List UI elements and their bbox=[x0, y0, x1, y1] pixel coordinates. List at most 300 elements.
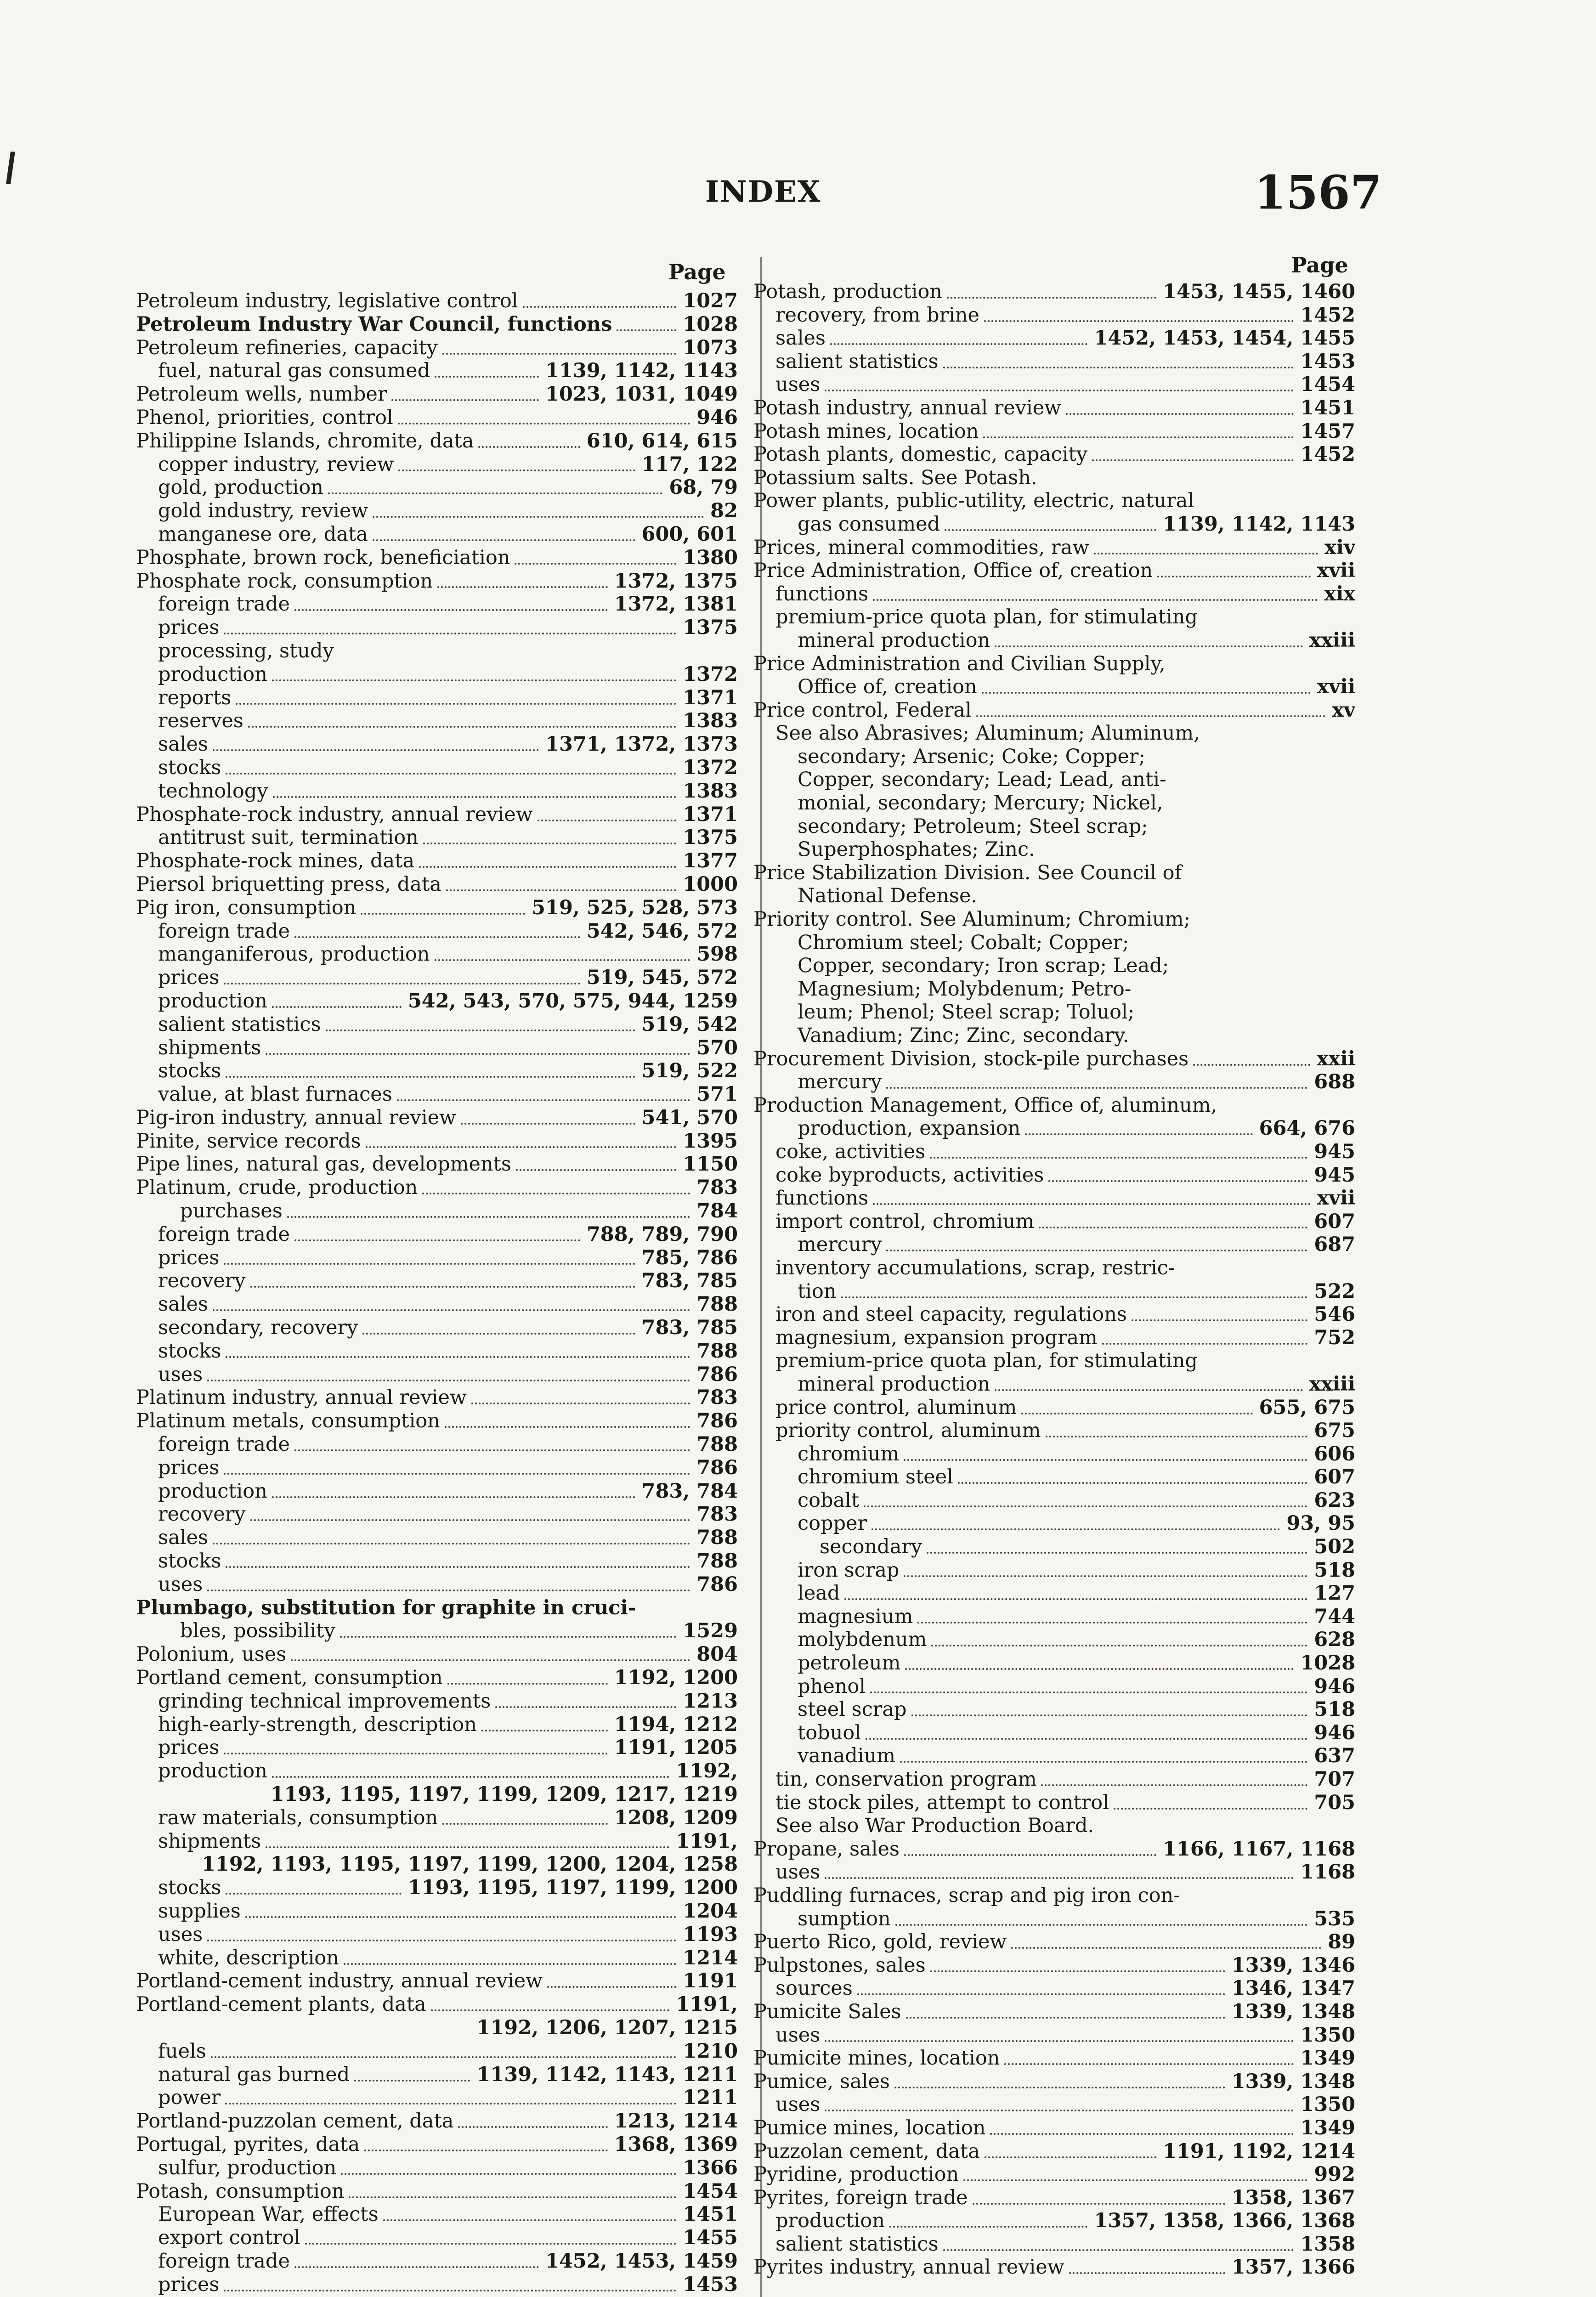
entry-term: Pyridine, production bbox=[753, 2163, 959, 2186]
entry-pages: 1383 bbox=[683, 709, 738, 733]
index-entry bbox=[136, 1736, 738, 1760]
dot-leader bbox=[225, 2103, 676, 2105]
dot-leader bbox=[478, 446, 580, 448]
dot-leader bbox=[341, 2173, 676, 2175]
index-entry bbox=[136, 896, 738, 920]
entry-term: high-early-strength, description bbox=[158, 1713, 477, 1736]
dot-leader bbox=[1025, 1133, 1252, 1135]
entry-pages: 600, 601 bbox=[641, 522, 738, 546]
index-entry bbox=[753, 1744, 1355, 1768]
index-entry bbox=[136, 639, 738, 663]
dot-leader bbox=[984, 320, 1294, 322]
dot-leader bbox=[872, 1528, 1280, 1530]
dot-leader bbox=[538, 820, 677, 821]
index-entry bbox=[753, 327, 1355, 350]
entry-pages: 1357, 1366 bbox=[1231, 2256, 1355, 2279]
entry-term: Potassium salts. See Potash. bbox=[753, 466, 1037, 489]
entry-term: foreign trade bbox=[158, 1222, 290, 1246]
dot-leader bbox=[226, 773, 676, 775]
index-entry bbox=[753, 768, 1355, 792]
dot-leader bbox=[943, 2249, 1294, 2251]
entry-pages: xix bbox=[1324, 582, 1355, 605]
dot-leader bbox=[435, 376, 539, 378]
entry-term: salient statistics bbox=[775, 2232, 939, 2256]
dot-leader bbox=[1048, 1180, 1307, 1182]
entry-term: recovery, from brine bbox=[775, 303, 979, 327]
entry-pages: 1168 bbox=[1300, 1861, 1355, 1884]
entry-term: European War, effects bbox=[158, 2203, 379, 2226]
index-entry bbox=[136, 593, 738, 616]
entry-term: fuel, natural gas consumed bbox=[158, 359, 430, 383]
entry-pages: 788, 789, 790 bbox=[586, 1222, 738, 1246]
entry-pages: 570 bbox=[696, 1036, 738, 1059]
index-entry bbox=[753, 1024, 1355, 1047]
entry-pages: 1453, 1455, 1460 bbox=[1163, 280, 1355, 303]
index-entry bbox=[753, 2116, 1355, 2140]
dot-leader bbox=[1011, 1947, 1321, 1949]
dot-leader bbox=[904, 1854, 1156, 1856]
dot-leader bbox=[442, 353, 677, 355]
entry-term: Piersol briquetting press, data bbox=[136, 872, 441, 896]
entry-pages: 788 bbox=[696, 1526, 738, 1550]
dot-leader bbox=[266, 1846, 669, 1848]
dot-leader bbox=[1092, 459, 1294, 461]
index-entry bbox=[136, 1456, 738, 1480]
index-entry bbox=[753, 1535, 1355, 1559]
entry-term: prices bbox=[158, 1736, 220, 1760]
entry-term: stocks bbox=[158, 1550, 221, 1573]
entry-pages: 68, 79 bbox=[669, 476, 738, 499]
index-entry bbox=[753, 1396, 1355, 1420]
index-entry bbox=[136, 2180, 738, 2203]
index-entry bbox=[753, 2093, 1355, 2116]
entry-pages: 1366 bbox=[683, 2156, 738, 2179]
entry-pages: 1214 bbox=[683, 1946, 738, 1969]
dot-leader bbox=[446, 889, 676, 891]
dot-leader bbox=[947, 297, 1156, 299]
index-entry bbox=[136, 709, 738, 733]
dot-leader bbox=[224, 633, 676, 634]
dot-leader bbox=[213, 749, 539, 751]
dot-leader bbox=[398, 423, 690, 424]
entry-term: steel scrap bbox=[798, 1698, 907, 1721]
dot-leader bbox=[294, 1239, 580, 1241]
entry-term: Polonium, uses bbox=[136, 1643, 287, 1666]
entry-term: white, description bbox=[158, 1946, 339, 1969]
index-entry bbox=[136, 1130, 738, 1153]
dot-leader bbox=[963, 2179, 1307, 2181]
index-entry bbox=[753, 1326, 1355, 1350]
index-entry bbox=[753, 1001, 1355, 1024]
dot-leader bbox=[419, 866, 676, 868]
entry-pages: 1346, 1347 bbox=[1231, 1977, 1355, 2000]
entry-pages: 1452, 1453, 1454, 1455 bbox=[1094, 327, 1355, 350]
entry-pages: 1139, 1142, 1143, 1211 bbox=[476, 2063, 738, 2086]
entry-term: tion bbox=[798, 1279, 837, 1303]
page-number: 1567 bbox=[1254, 165, 1382, 220]
entry-term: Phosphate-rock mines, data bbox=[136, 849, 415, 873]
dot-leader bbox=[930, 1157, 1307, 1159]
dot-leader bbox=[886, 1087, 1307, 1089]
index-entry bbox=[136, 1550, 738, 1573]
entry-term: gold, production bbox=[158, 476, 323, 499]
entry-term: uses bbox=[158, 1923, 203, 1946]
entry-term: lead bbox=[798, 1582, 840, 1605]
entry-term: tie stock piles, attempt to control bbox=[775, 1791, 1109, 1814]
index-entry bbox=[753, 396, 1355, 420]
entry-term: prices bbox=[158, 1456, 220, 1479]
dot-leader bbox=[1132, 1319, 1307, 1321]
index-entry bbox=[753, 931, 1355, 955]
index-entry bbox=[753, 350, 1355, 373]
entry-pages: 623 bbox=[1314, 1488, 1355, 1512]
entry-term: reserves bbox=[158, 709, 243, 733]
entry-pages: 542, 546, 572 bbox=[586, 919, 738, 943]
index-entry bbox=[136, 1316, 738, 1340]
dot-leader bbox=[889, 2226, 1088, 2228]
index-entry bbox=[753, 954, 1355, 978]
index-entry bbox=[136, 1036, 738, 1060]
dot-leader bbox=[226, 1566, 690, 1568]
right-column-heading: Page bbox=[1291, 253, 1348, 277]
entry-term: Magnesium; Molybdenum; Petro- bbox=[798, 977, 1132, 1001]
index-entry bbox=[753, 1465, 1355, 1489]
entry-term: Phosphate-rock industry, annual review bbox=[136, 803, 533, 826]
entry-term: Pig iron, consumption bbox=[136, 896, 357, 919]
dot-leader bbox=[1066, 413, 1294, 415]
dot-leader bbox=[1094, 553, 1318, 554]
entry-term: chromium bbox=[798, 1442, 900, 1465]
dot-leader bbox=[294, 936, 580, 938]
entry-term: Petroleum Industry War Council, functions bbox=[136, 312, 612, 336]
entry-pages: 1451 bbox=[683, 2203, 738, 2226]
index-entry bbox=[753, 605, 1355, 629]
entry-term: Puerto Rico, gold, review bbox=[753, 1930, 1007, 1954]
index-entry bbox=[753, 2256, 1355, 2279]
dot-leader bbox=[294, 2266, 539, 2268]
dot-leader bbox=[226, 1076, 635, 1078]
entry-pages: 786 bbox=[696, 1456, 738, 1479]
entry-pages: 675 bbox=[1314, 1419, 1355, 1443]
entry-term: production bbox=[158, 1479, 267, 1503]
index-entry bbox=[136, 1760, 738, 1783]
entry-term: gas consumed bbox=[798, 512, 940, 536]
dot-leader bbox=[435, 959, 690, 961]
entry-term: import control, chromium bbox=[775, 1210, 1035, 1233]
dot-leader bbox=[328, 492, 662, 494]
entry-pages: 1210 bbox=[683, 2039, 738, 2063]
entry-pages: 1372 bbox=[683, 662, 738, 686]
dot-leader bbox=[830, 343, 1087, 345]
index-entry bbox=[136, 1946, 738, 1970]
dot-leader bbox=[266, 1053, 690, 1055]
index-entry bbox=[753, 1117, 1355, 1140]
dot-leader bbox=[397, 1099, 690, 1101]
dot-leader bbox=[904, 1575, 1307, 1577]
index-entry bbox=[753, 1419, 1355, 1443]
entry-pages: 1211 bbox=[683, 2086, 738, 2110]
index-entry bbox=[753, 2140, 1355, 2163]
index-entry bbox=[753, 792, 1355, 815]
index-entry bbox=[136, 313, 738, 336]
index-entry bbox=[753, 1303, 1355, 1326]
entry-term: Production Management, Office of, aluminum, bbox=[753, 1093, 1217, 1117]
entry-pages: 788 bbox=[696, 1293, 738, 1316]
entry-term: Office of, creation bbox=[798, 675, 977, 699]
index-entry bbox=[753, 884, 1355, 908]
entry-term: Platinum, crude, production bbox=[136, 1176, 418, 1199]
dot-leader bbox=[904, 1459, 1307, 1461]
index-entry bbox=[753, 2233, 1355, 2256]
scan-mark bbox=[6, 152, 15, 184]
index-entry bbox=[136, 2016, 738, 2040]
entry-term: Propane, sales bbox=[753, 1837, 900, 1861]
entry-pages: 788 bbox=[696, 1433, 738, 1456]
entry-pages: 1192, 1206, 1207, 1215 bbox=[476, 2016, 738, 2039]
entry-term: Copper, secondary; Lead; Lead, anti- bbox=[798, 768, 1166, 792]
index-entry bbox=[753, 1605, 1355, 1629]
index-entry bbox=[136, 1900, 738, 1923]
entry-pages: 1193, 1195, 1197, 1199, 1200 bbox=[407, 1876, 738, 1900]
entry-pages: 1191 bbox=[683, 1969, 738, 1993]
index-entry bbox=[136, 2273, 738, 2297]
dot-leader bbox=[245, 1916, 676, 1918]
dot-leader bbox=[1041, 1784, 1307, 1786]
dot-leader bbox=[870, 1692, 1307, 1693]
dot-leader bbox=[471, 1403, 690, 1404]
entry-pages: 607 bbox=[1314, 1210, 1355, 1233]
entry-pages: 1377 bbox=[683, 849, 738, 873]
entry-pages: 946 bbox=[1314, 1721, 1355, 1744]
dot-leader bbox=[844, 1598, 1307, 1600]
entry-pages: 1028 bbox=[683, 312, 738, 336]
dot-leader bbox=[945, 529, 1156, 531]
index-entry bbox=[753, 1094, 1355, 1117]
entry-term: secondary, recovery bbox=[158, 1316, 358, 1340]
entry-pages: xvii bbox=[1317, 1187, 1355, 1210]
index-entry bbox=[753, 1582, 1355, 1605]
entry-pages: 1457 bbox=[1300, 419, 1355, 443]
index-entry bbox=[753, 699, 1355, 722]
index-entry bbox=[753, 722, 1355, 745]
entry-pages: 664, 676 bbox=[1259, 1117, 1355, 1140]
index-entry bbox=[136, 1409, 738, 1433]
index-entry bbox=[753, 629, 1355, 652]
index-entry bbox=[136, 1386, 738, 1409]
index-entry bbox=[136, 453, 738, 476]
entry-term: sales bbox=[775, 327, 826, 350]
entry-pages: 93, 95 bbox=[1286, 1512, 1355, 1535]
index-entry bbox=[136, 990, 738, 1013]
entry-term: Pumicite mines, location bbox=[753, 2047, 1000, 2070]
entry-pages: 546 bbox=[1314, 1303, 1355, 1326]
dot-leader bbox=[224, 983, 580, 984]
dot-leader bbox=[985, 2156, 1156, 2158]
index-entry bbox=[753, 908, 1355, 931]
entry-term: Power plants, public-utility, electric, natural bbox=[753, 489, 1194, 513]
entry-term: purchases bbox=[180, 1199, 283, 1223]
dot-leader bbox=[943, 367, 1294, 368]
entry-term: shipments bbox=[158, 1829, 261, 1853]
index-entry bbox=[136, 570, 738, 593]
entry-pages: 1192, bbox=[676, 1760, 738, 1783]
index-entry bbox=[136, 1713, 738, 1737]
entry-pages: 522 bbox=[1314, 1279, 1355, 1303]
entry-pages: 1395 bbox=[683, 1129, 738, 1153]
entry-term: Prices, mineral commodities, raw bbox=[753, 536, 1090, 559]
entry-pages: 519, 522 bbox=[641, 1059, 738, 1083]
entry-pages: 1371, 1372, 1373 bbox=[545, 733, 738, 756]
entry-term: premium-price quota plan, for stimulating bbox=[775, 605, 1198, 629]
dot-leader bbox=[895, 1924, 1308, 1926]
entry-term: prices bbox=[158, 1246, 220, 1269]
entry-pages: 804 bbox=[696, 1643, 738, 1666]
index-entry bbox=[136, 1853, 738, 1876]
dot-leader bbox=[213, 1543, 690, 1545]
entry-pages: 1349 bbox=[1300, 2047, 1355, 2070]
entry-term: Pumicite Sales bbox=[753, 2000, 901, 2023]
index-entry bbox=[753, 1559, 1355, 1582]
entry-term: price control, aluminum bbox=[775, 1396, 1017, 1419]
entry-pages: 783 bbox=[696, 1176, 738, 1199]
dot-leader bbox=[547, 1986, 676, 1988]
index-entry bbox=[753, 675, 1355, 699]
entry-term: Vanadium; Zinc; Zinc, secondary. bbox=[798, 1024, 1129, 1047]
entry-term: tin, conservation program bbox=[775, 1768, 1037, 1791]
entry-term: functions bbox=[775, 582, 869, 605]
entry-term: magnesium, expansion program bbox=[775, 1326, 1098, 1349]
index-entry bbox=[136, 1223, 738, 1246]
entry-term: iron and steel capacity, regulations bbox=[775, 1303, 1127, 1326]
entry-pages: 1213, 1214 bbox=[614, 2110, 738, 2133]
entry-term: phenol bbox=[798, 1675, 866, 1698]
dot-leader bbox=[236, 703, 676, 705]
dot-leader bbox=[391, 399, 539, 401]
entry-term: inventory accumulations, scrap, restric- bbox=[775, 1256, 1175, 1279]
entry-pages: 607 bbox=[1314, 1465, 1355, 1489]
dot-leader bbox=[930, 1970, 1225, 1972]
index-entry bbox=[753, 2047, 1355, 2070]
dot-leader bbox=[423, 843, 677, 844]
entry-term: Priority control. See Aluminum; Chromium; bbox=[753, 908, 1191, 931]
entry-term: prices bbox=[158, 966, 220, 990]
entry-term: mercury bbox=[798, 1070, 882, 1094]
entry-term: supplies bbox=[158, 1899, 241, 1923]
entry-term: Price Administration, Office of, creation bbox=[753, 559, 1153, 583]
index-entry bbox=[753, 838, 1355, 861]
dot-leader bbox=[224, 1263, 635, 1265]
entry-term: uses bbox=[158, 1363, 203, 1386]
dot-leader bbox=[366, 1146, 677, 1148]
index-entry bbox=[136, 1526, 738, 1550]
entry-term: secondary; Arsenic; Coke; Copper; bbox=[798, 745, 1145, 768]
dot-leader bbox=[983, 436, 1294, 438]
index-entry bbox=[753, 1791, 1355, 1815]
entry-pages: 571 bbox=[696, 1083, 738, 1106]
entry-pages: 1452 bbox=[1300, 443, 1355, 466]
index-entry bbox=[753, 2000, 1355, 2024]
dot-leader bbox=[973, 2203, 1225, 2205]
left-column-heading: Page bbox=[668, 260, 726, 284]
entry-term: recovery bbox=[158, 1503, 246, 1526]
entry-term: production bbox=[775, 2209, 885, 2233]
dot-leader bbox=[272, 1496, 635, 1498]
entry-term: Price Administration and Civilian Supply, bbox=[753, 652, 1166, 675]
entry-pages: 1529 bbox=[683, 1619, 738, 1643]
dot-leader bbox=[931, 1645, 1307, 1646]
index-entry bbox=[136, 1153, 738, 1176]
entry-term: Pulpstones, sales bbox=[753, 1953, 926, 1977]
dot-leader bbox=[458, 2126, 607, 2128]
right-column bbox=[753, 280, 1355, 2279]
entry-term: manganese ore, data bbox=[158, 522, 368, 546]
dot-leader bbox=[431, 2009, 670, 2011]
entry-term: value, at blast furnaces bbox=[158, 1083, 392, 1106]
index-entry bbox=[136, 1923, 738, 1946]
entry-pages: 783 bbox=[696, 1386, 738, 1409]
entry-pages: 705 bbox=[1314, 1791, 1355, 1814]
entry-term: Potash plants, domestic, capacity bbox=[753, 443, 1088, 466]
index-entry bbox=[753, 1210, 1355, 1233]
dot-leader bbox=[873, 1203, 1311, 1205]
dot-leader bbox=[364, 2150, 608, 2151]
dot-leader bbox=[207, 1940, 676, 1941]
entry-pages: 519, 545, 572 bbox=[586, 966, 738, 990]
index-entry bbox=[753, 1233, 1355, 1256]
dot-leader bbox=[361, 913, 525, 915]
entry-term: foreign trade bbox=[158, 1433, 290, 1456]
entry-term: bles, possibility bbox=[180, 1619, 335, 1643]
entry-pages: 1027 bbox=[683, 289, 738, 312]
entry-term: Philippine Islands, chromite, data bbox=[136, 429, 474, 453]
entry-pages: 783 bbox=[696, 1503, 738, 1526]
dot-leader bbox=[905, 1668, 1294, 1670]
dot-leader bbox=[373, 539, 635, 541]
index-entry bbox=[753, 1489, 1355, 1512]
entry-pages: 519, 525, 528, 573 bbox=[532, 896, 738, 919]
index-entry bbox=[136, 383, 738, 406]
dot-leader bbox=[1039, 1227, 1307, 1228]
index-entry bbox=[136, 1340, 738, 1363]
entry-pages: 1372, 1381 bbox=[614, 593, 738, 616]
dot-leader bbox=[1193, 1064, 1310, 1066]
entry-term: stocks bbox=[158, 1339, 221, 1363]
entry-term: production bbox=[158, 989, 267, 1013]
entry-term: prices bbox=[158, 616, 220, 639]
index-entry bbox=[136, 1013, 738, 1036]
dot-leader bbox=[906, 2017, 1225, 2019]
entry-term: gold industry, review bbox=[158, 499, 368, 523]
entry-pages: 655, 675 bbox=[1259, 1396, 1355, 1419]
index-entry bbox=[136, 733, 738, 756]
index-entry bbox=[136, 406, 738, 430]
index-entry bbox=[136, 2203, 738, 2226]
entry-pages: xxiii bbox=[1309, 1372, 1355, 1396]
dot-leader bbox=[927, 1552, 1307, 1554]
index-entry bbox=[753, 1884, 1355, 1907]
entry-pages: 519, 542 bbox=[641, 1013, 738, 1036]
entry-term: Pyrites industry, annual review bbox=[753, 2256, 1064, 2279]
entry-pages: 946 bbox=[1314, 1675, 1355, 1698]
dot-leader bbox=[294, 609, 608, 611]
entry-pages: 502 bbox=[1314, 1535, 1355, 1559]
index-entry bbox=[753, 1768, 1355, 1791]
dot-leader bbox=[445, 1426, 690, 1428]
entry-term: magnesium bbox=[798, 1605, 913, 1628]
index-entry bbox=[753, 2209, 1355, 2233]
entry-term: uses bbox=[158, 1573, 203, 1596]
entry-term: vanadium bbox=[798, 1744, 896, 1768]
